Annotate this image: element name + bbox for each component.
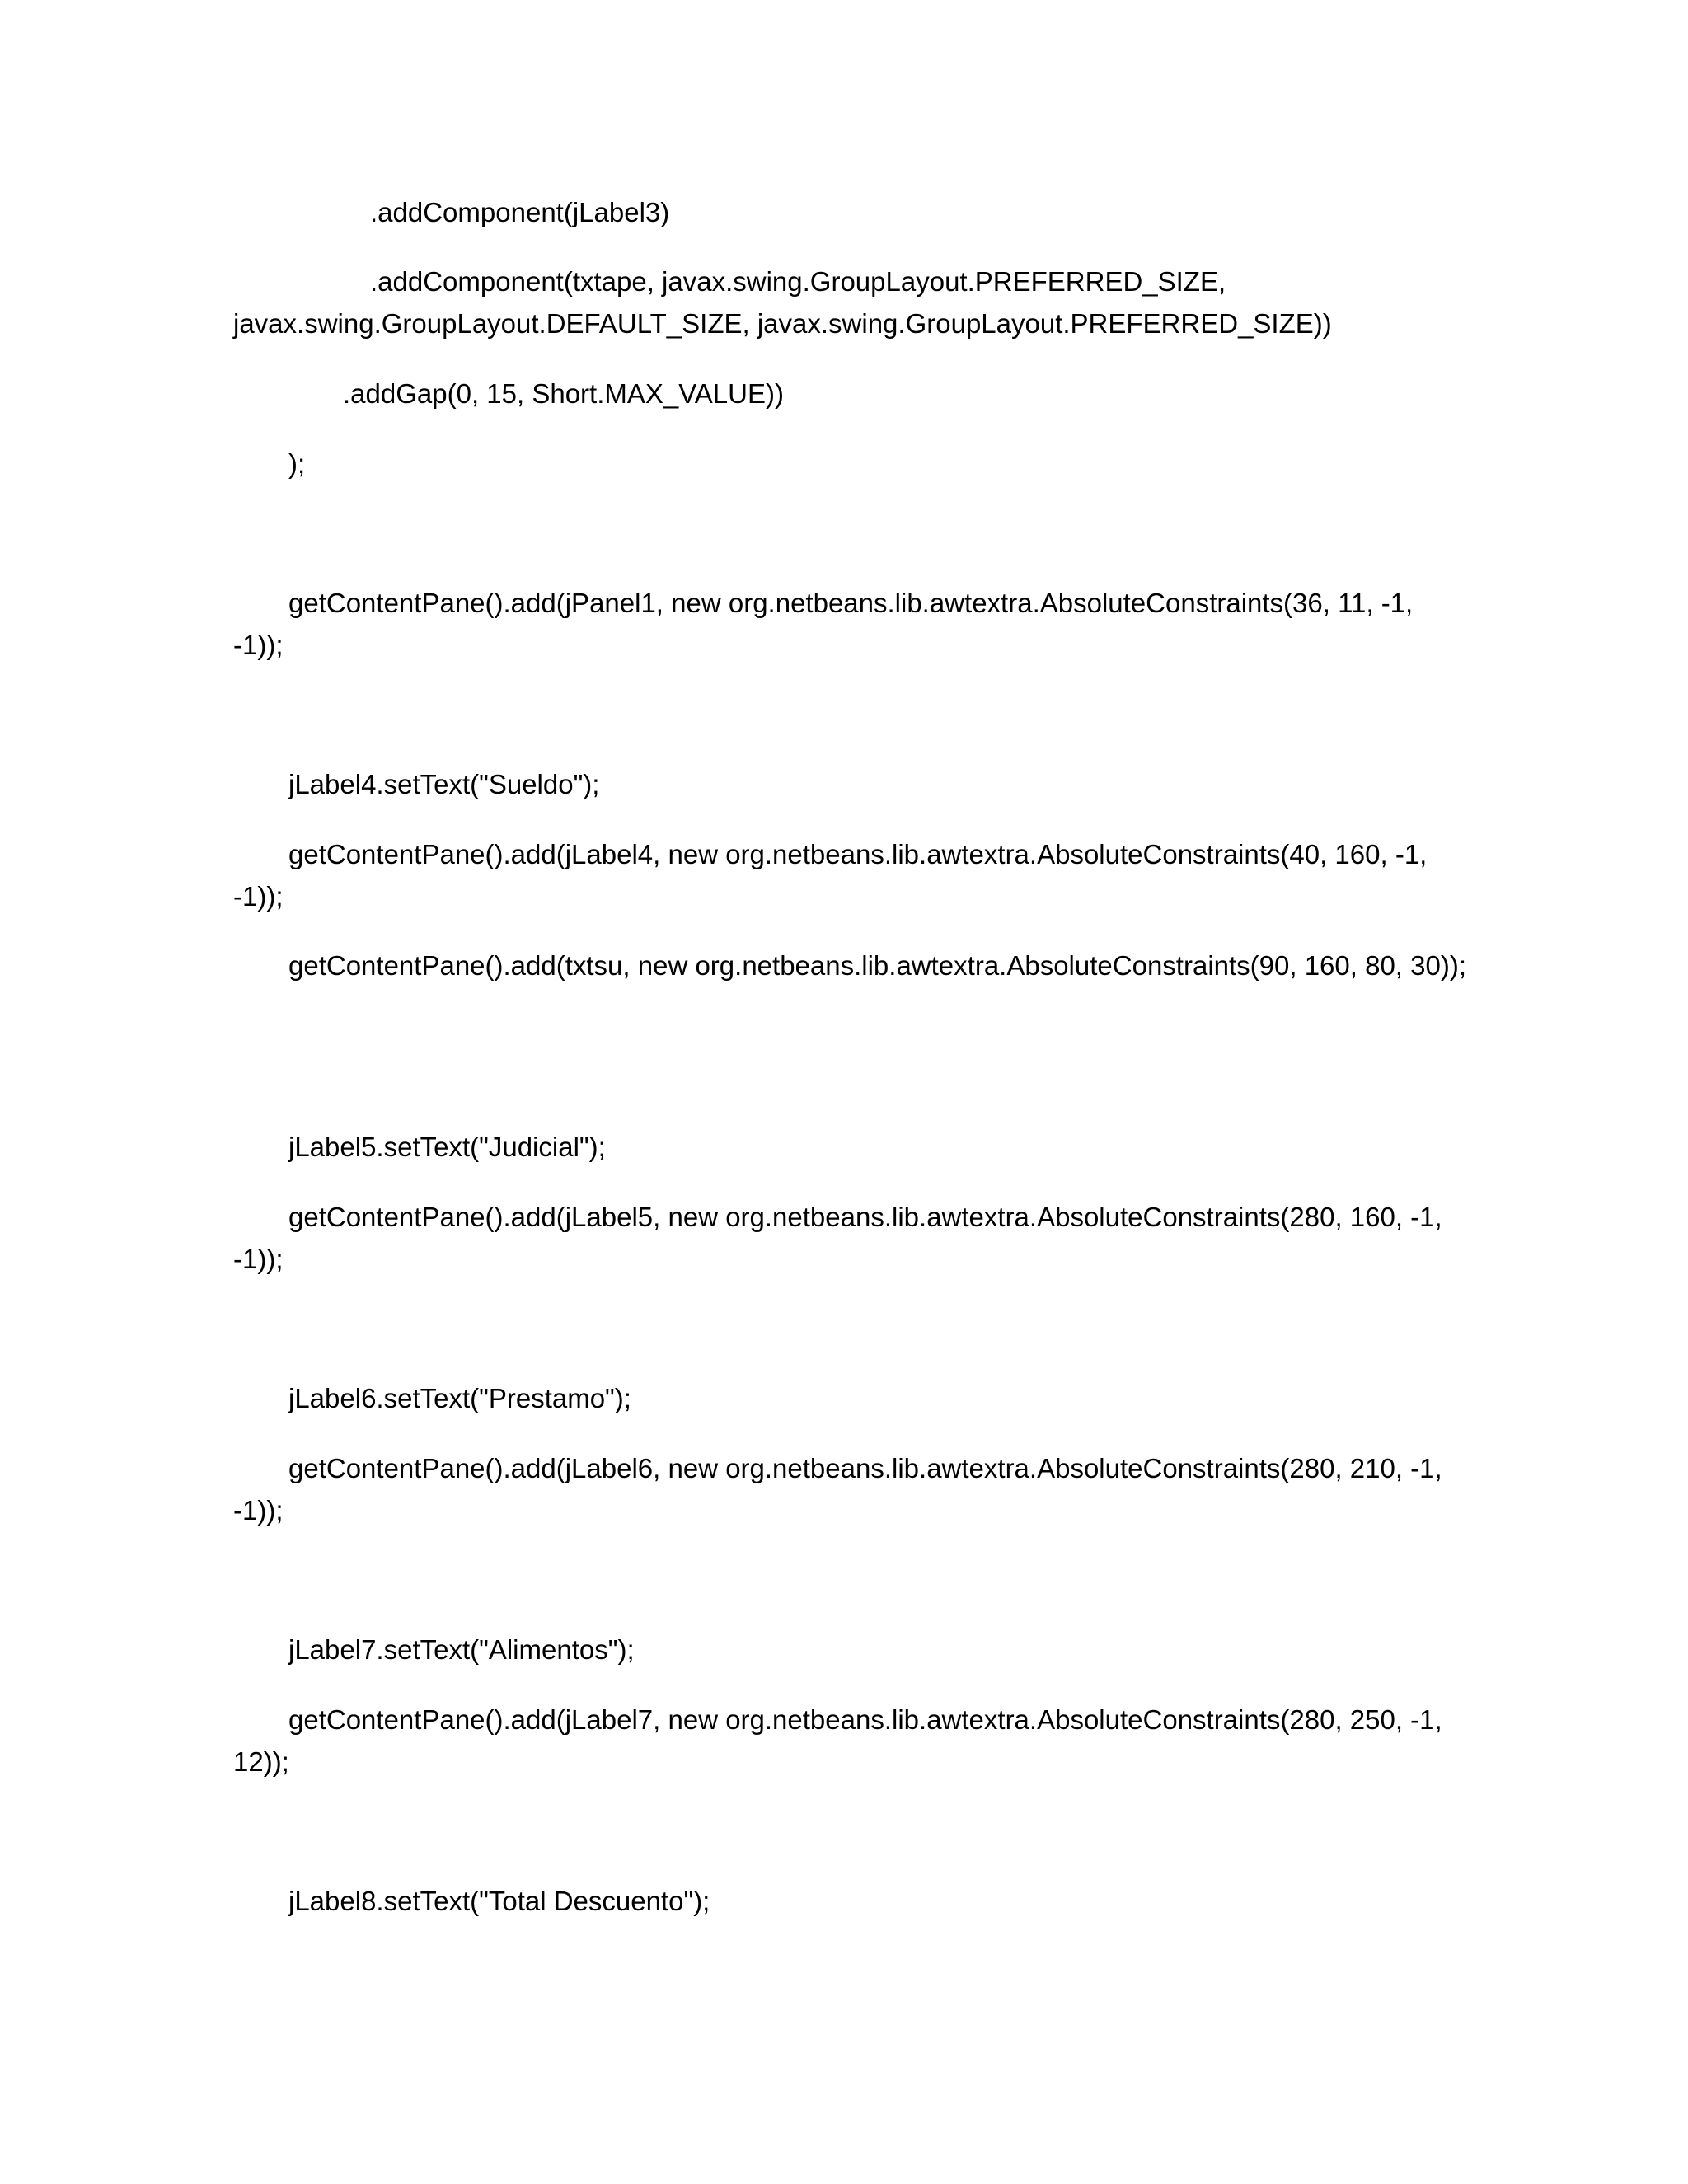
code-line: .addGap(0, 15, Short.MAX_VALUE)) (343, 378, 784, 409)
code-line: .addComponent(jLabel3) (370, 197, 670, 227)
code-line: getContentPane().add(jPanel1, new org.netbeans.lib.awtextra.AbsoluteConstraints(36, 11, -1, -1)); (233, 588, 1421, 660)
code-line: jLabel6.setText("Prestamo"); (288, 1383, 631, 1413)
code-line: getContentPane().add(jLabel6, new org.netbeans.lib.awtextra.AbsoluteConstraints(280, 210, -1, -1)); (233, 1453, 1450, 1526)
code-line: jLabel5.setText("Judicial"); (288, 1132, 606, 1162)
code-line: jLabel7.setText("Alimentos"); (288, 1634, 635, 1665)
code-line: getContentPane().add(jLabel5, new org.netbeans.lib.awtextra.AbsoluteConstraints(280, 160, -1, -1)); (233, 1202, 1450, 1274)
code-line: jLabel4.setText("Sueldo"); (288, 769, 600, 799)
code-line: getContentPane().add(txtsu, new org.netbeans.lib.awtextra.AbsoluteConstraints(90, 160, 80, 30)); (288, 950, 1466, 981)
code-line: ); (288, 448, 306, 479)
code-line: getContentPane().add(jLabel7, new org.netbeans.lib.awtextra.AbsoluteConstraints(280, 250, -1, 12)); (233, 1704, 1450, 1777)
code-line: getContentPane().add(jLabel4, new org.netbeans.lib.awtextra.AbsoluteConstraints(40, 160, -1, -1)); (233, 839, 1435, 912)
code-line: .addComponent(txtape, javax.swing.GroupLayout.PREFERRED_SIZE, javax.swing.GroupLayout.DEFAULT_SIZE, javax.swing.GroupLayout.PREFERRED_SIZE)) (233, 266, 1332, 339)
code-line: jLabel8.setText("Total Descuento"); (288, 1886, 710, 1916)
